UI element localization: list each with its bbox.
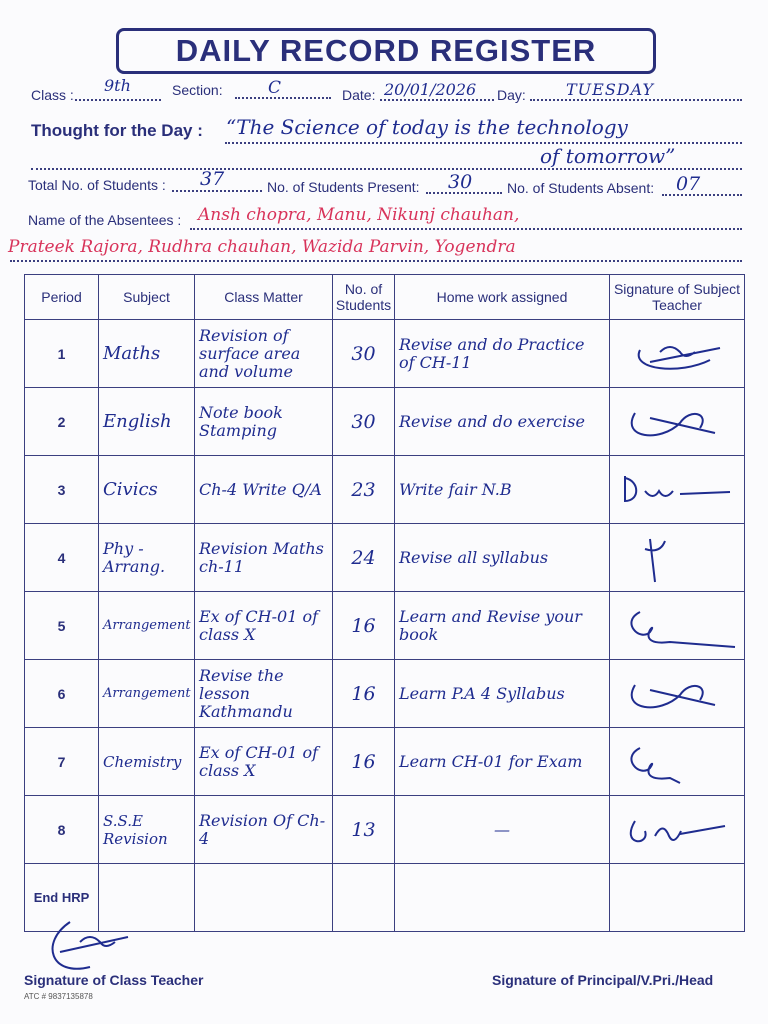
matter-cell: Ex of CH-01 of class X <box>199 742 319 780</box>
students-cell: 16 <box>351 614 376 637</box>
teacher-signature-mark <box>620 670 740 720</box>
period-cell: 4 <box>25 524 99 592</box>
table-row <box>25 728 745 796</box>
absentees-label: Name of the Absentees : <box>28 212 182 228</box>
students-cell: 16 <box>351 682 376 705</box>
absent-value: 07 <box>676 173 701 195</box>
date-dots <box>380 99 494 101</box>
period-cell: 2 <box>25 388 99 456</box>
students-cell: 24 <box>351 546 376 569</box>
subject-cell: S.S.E Revision <box>103 811 168 848</box>
students-cell: 23 <box>351 478 376 501</box>
students-cell: 16 <box>351 750 376 773</box>
header-period: Period <box>25 275 99 320</box>
header-no-of-students: No. of Students <box>333 275 395 320</box>
present-value: 30 <box>448 171 473 193</box>
absentees-dots-2 <box>10 260 742 262</box>
thought-dots-2 <box>31 168 742 170</box>
end-hrp-label: End HRP <box>33 890 90 905</box>
teacher-signature-mark <box>620 602 740 652</box>
signature-cell <box>610 456 745 524</box>
table-row <box>25 796 745 864</box>
subject-cell: Phy - Arrang. <box>103 538 166 576</box>
class-label: Class : <box>31 87 74 103</box>
header-subject: Subject <box>99 275 195 320</box>
present-label: No. of Students Present: <box>267 179 420 195</box>
teacher-signature-mark <box>620 806 740 856</box>
principal-signature-label: Signature of Principal/V.Pri./Head <box>492 972 714 988</box>
teacher-signature-mark <box>620 398 740 448</box>
absentees-dots-1 <box>190 228 742 230</box>
period-cell: 7 <box>25 728 99 796</box>
table-row <box>25 456 745 524</box>
absent-label: No. of Students Absent: <box>507 180 655 196</box>
matter-cell: Revise the lesson Kathmandu <box>199 665 293 721</box>
subject-cell: Arrangement <box>103 617 191 633</box>
period-cell: 6 <box>25 660 99 728</box>
section-value: C <box>268 78 282 98</box>
period-cell: 5 <box>25 592 99 660</box>
table-row <box>25 592 745 660</box>
thought-line-1: “The Science of today is the technology <box>226 115 628 139</box>
thought-line-2: of tomorrow” <box>540 144 676 168</box>
signature-cell <box>610 388 745 456</box>
signature-cell <box>610 592 745 660</box>
absentees-line-2: Prateek Rajora, Rudhra chauhan, Wazida Parvin, Yogendra <box>8 237 516 257</box>
date-value: 20/01/2026 <box>384 80 477 99</box>
homework-cell: — <box>494 819 510 839</box>
header-class-matter: Class Matter <box>195 275 333 320</box>
students-cell: 30 <box>351 410 376 433</box>
matter-cell: Revision of surface area and volume <box>199 325 301 381</box>
matter-cell: Revision Of Ch-4 <box>199 810 326 848</box>
class-dots <box>75 99 161 101</box>
subject-cell: Chemistry <box>103 752 182 771</box>
homework-cell: Learn CH-01 for Exam <box>399 751 583 771</box>
table-row <box>25 524 745 592</box>
table-row <box>25 320 745 388</box>
total-dots <box>172 190 262 192</box>
total-students-value: 37 <box>200 168 225 190</box>
section-label: Section: <box>172 82 223 98</box>
day-value: TUESDAY <box>566 80 655 99</box>
teacher-signature-mark <box>620 534 740 584</box>
total-students-label: Total No. of Students : <box>28 177 166 193</box>
day-label: Day: <box>497 87 526 103</box>
subject-cell: English <box>103 410 172 432</box>
homework-cell: Revise and do exercise <box>399 411 585 431</box>
date-label: Date: <box>342 87 376 103</box>
teacher-signature-mark <box>620 466 740 516</box>
period-cell: 8 <box>25 796 99 864</box>
table-header-row <box>25 275 745 320</box>
table-row-end-hrp <box>25 864 745 932</box>
signature-cell <box>610 524 745 592</box>
matter-cell: Revision Maths ch-11 <box>199 538 324 576</box>
signature-cell <box>610 796 745 864</box>
subject-cell: Arrangement <box>103 685 191 701</box>
class-value: 9th <box>104 76 131 95</box>
period-cell: 3 <box>25 456 99 524</box>
homework-cell: Learn and Revise your book <box>399 606 582 644</box>
header-homework: Home work assigned <box>395 275 610 320</box>
matter-cell: Note book Stamping <box>199 402 283 440</box>
signature-cell <box>610 320 745 388</box>
period-cell: 1 <box>25 320 99 388</box>
subject-cell: Maths <box>103 342 161 364</box>
signature-cell <box>610 660 745 728</box>
students-cell: 30 <box>351 342 376 365</box>
homework-cell: Learn P.A 4 Syllabus <box>399 683 565 703</box>
register-title: DAILY RECORD REGISTER <box>116 28 656 74</box>
header-signature: Signature of Subject Teacher <box>610 275 745 320</box>
absent-dots <box>662 194 742 196</box>
section-dots <box>235 97 331 99</box>
teacher-signature-mark <box>620 330 740 380</box>
matter-cell: Ex of CH-01 of class X <box>199 606 319 644</box>
homework-cell: Revise and do Practice of CH-11 <box>399 334 585 372</box>
homework-cell: Write fair N.B <box>399 479 512 499</box>
table-row <box>25 660 745 728</box>
teacher-signature-mark <box>620 738 740 788</box>
absentees-line-1: Ansh chopra, Manu, Nikunj chauhan, <box>198 205 520 225</box>
students-cell: 13 <box>351 818 376 841</box>
atc-code: ATC # 9837135878 <box>24 992 93 1001</box>
table-row <box>25 388 745 456</box>
class-teacher-signature-label: Signature of Class Teacher <box>24 972 204 988</box>
day-dots <box>530 99 742 101</box>
register-table <box>24 274 745 932</box>
subject-cell: Civics <box>103 478 158 500</box>
signature-cell <box>610 728 745 796</box>
matter-cell: Ch-4 Write Q/A <box>199 479 322 499</box>
homework-cell: Revise all syllabus <box>399 547 549 567</box>
thought-label: Thought for the Day : <box>31 121 203 140</box>
